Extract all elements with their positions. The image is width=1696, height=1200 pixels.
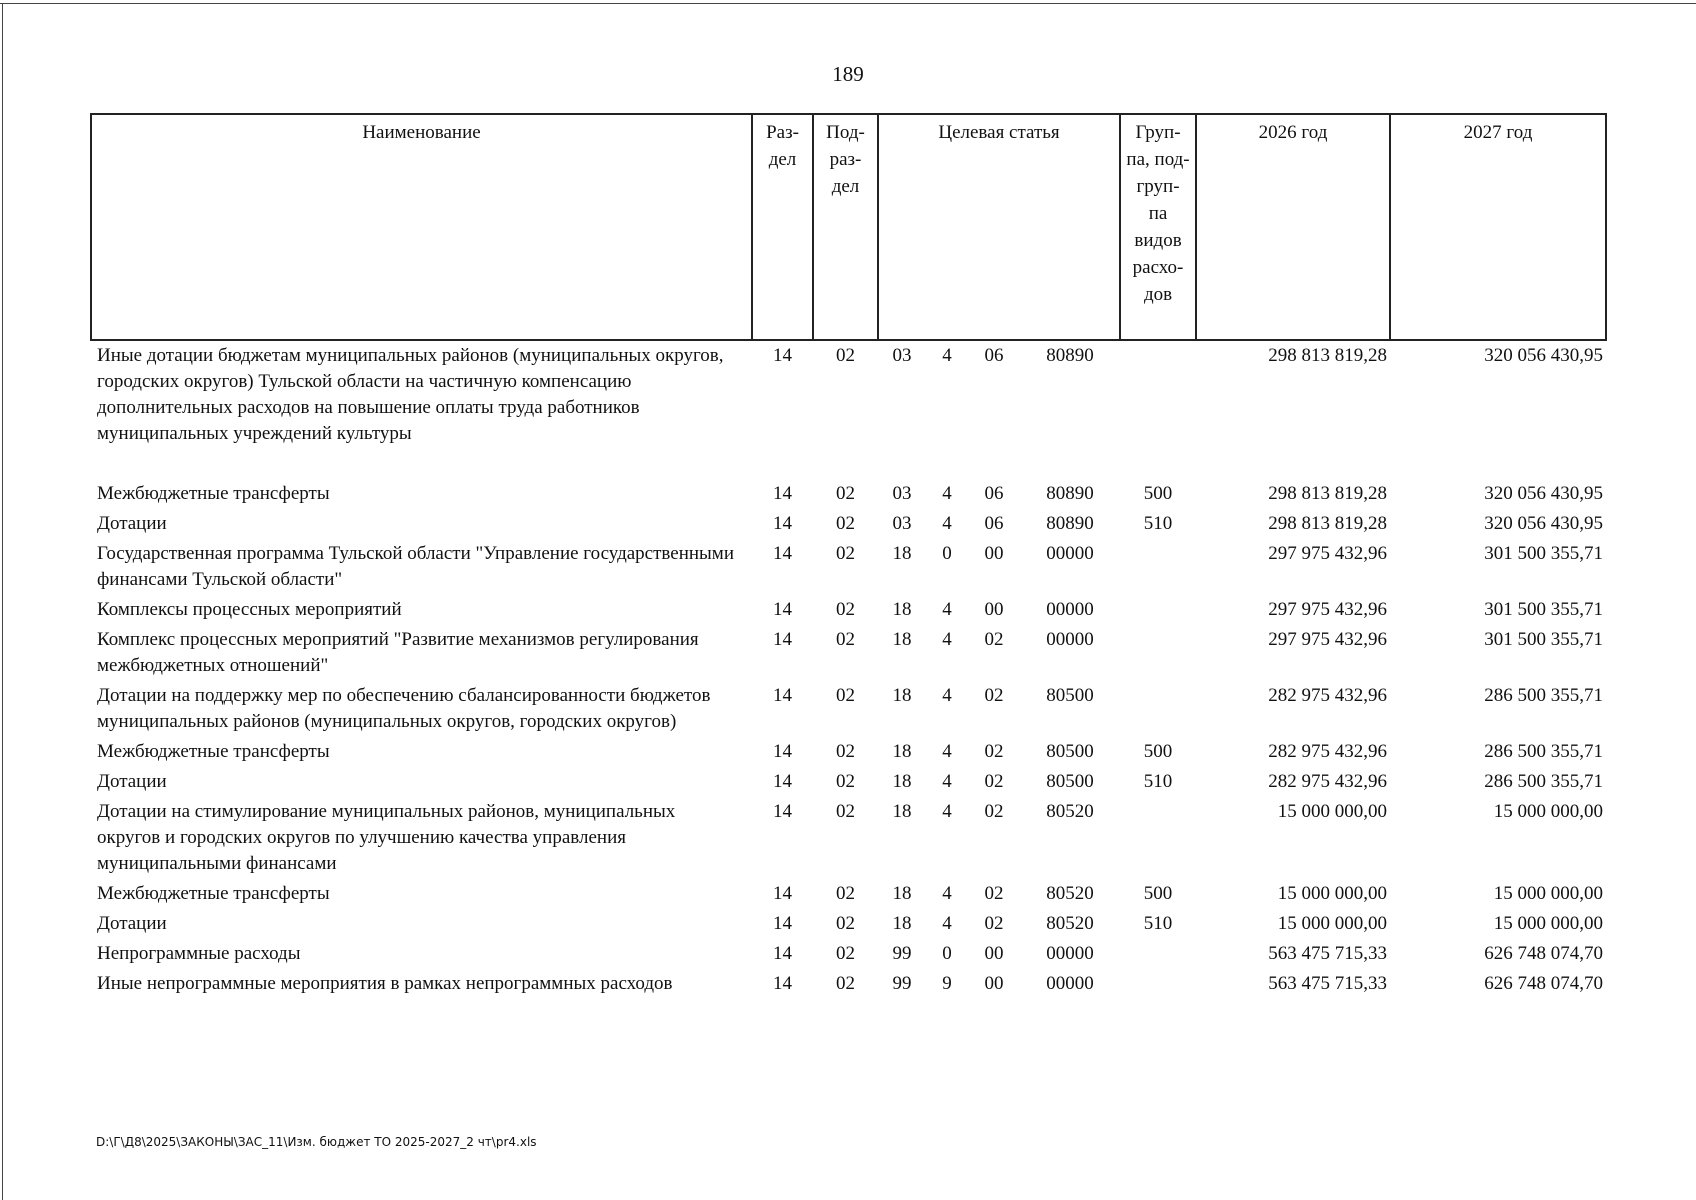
row-name: Государственная программа Тульской области "Управление государственными финансами Тульской области" [97,543,735,590]
row-razdel: 14 [773,973,792,994]
row-name: Непрограммные расходы [97,943,301,964]
row-amount-2027: 320 056 430,95 [1484,513,1604,534]
row-target-subprogram: 00 [984,943,1004,964]
row-name: Межбюджетные трансферты [97,741,330,762]
header-name-label: Наименование [362,122,481,143]
row-amount-2027: 286 500 355,71 [1484,771,1604,792]
table-row [91,797,1606,879]
row-amount-2027: 626 748 074,70 [1484,943,1604,964]
row-target-direction: 80500 [1046,685,1094,706]
row-podrazdel: 02 [836,685,855,706]
header-podrazdel [813,114,878,340]
row-target-subprogram: 00 [984,543,1004,564]
row-target-direction: 00000 [1046,543,1094,564]
table-row [91,737,1606,767]
header-target-article-label: Целевая статья [938,122,1060,143]
row-target-type: 4 [942,513,952,534]
row-target-subprogram: 00 [984,599,1004,620]
row-name: Иные дотации бюджетам муниципальных районов (муниципальных округов, городских округов) Тульской области на частичную компенсацию дополнительных расходов на повышение оплаты труда работников муниципальных учреждений культуры [97,345,724,444]
row-amount-2027: 15 000 000,00 [1493,913,1604,934]
row-amount-2027: 286 500 355,71 [1484,685,1604,706]
header-year-2026-label: 2026 год [1258,122,1328,143]
row-target-direction: 00000 [1046,973,1094,994]
row-name: Иные непрограммные мероприятия в рамках непрограммных расходов [97,973,673,994]
row-target-subprogram: 02 [984,685,1004,706]
budget-table-container [90,113,1605,999]
row-expense-group [1120,681,1196,737]
row-target-subprogram: 02 [984,883,1004,904]
row-target-direction: 80890 [1046,513,1094,534]
table-row [91,479,1606,509]
row-razdel: 14 [773,913,792,934]
row-podrazdel: 02 [836,629,855,650]
table-row [91,340,1606,479]
row-expense-group: 510 [1143,913,1173,934]
row-amount-2026: 298 813 819,28 [1268,345,1388,366]
row-target-type: 4 [942,801,952,822]
row-target-program: 18 [892,543,912,564]
row-target-direction: 00000 [1046,943,1094,964]
row-target-direction: 80520 [1046,913,1094,934]
row-razdel: 14 [773,629,792,650]
row-razdel: 14 [773,771,792,792]
row-name: Дотации [97,913,167,934]
row-amount-2026: 297 975 432,96 [1268,599,1388,620]
row-razdel: 14 [773,543,792,564]
row-expense-group: 510 [1143,513,1173,534]
row-amount-2026: 563 475 715,33 [1268,943,1388,964]
row-target-direction: 80890 [1046,345,1094,366]
row-target-program: 18 [892,913,912,934]
page-number: 189 [832,62,864,86]
table-row [91,879,1606,909]
row-target-type: 9 [942,973,952,994]
row-target-type: 4 [942,685,952,706]
budget-table [90,113,1607,999]
table-row [91,509,1606,539]
row-podrazdel: 02 [836,513,855,534]
table-row [91,681,1606,737]
row-target-program: 18 [892,771,912,792]
row-razdel: 14 [773,741,792,762]
row-expense-group [1120,969,1196,999]
row-target-subprogram: 02 [984,913,1004,934]
row-amount-2026: 563 475 715,33 [1268,973,1388,994]
row-amount-2026: 282 975 432,96 [1268,741,1388,762]
row-amount-2026: 298 813 819,28 [1268,483,1388,504]
row-podrazdel: 02 [836,543,855,564]
row-target-program: 03 [892,483,912,504]
row-razdel: 14 [773,513,792,534]
row-target-direction: 00000 [1046,599,1094,620]
row-podrazdel: 02 [836,973,855,994]
table-row [91,539,1606,595]
row-razdel: 14 [773,345,792,366]
row-amount-2027: 301 500 355,71 [1484,629,1604,650]
row-podrazdel: 02 [836,771,855,792]
row-target-type: 4 [942,883,952,904]
row-razdel: 14 [773,943,792,964]
row-target-type: 4 [942,629,952,650]
row-podrazdel: 02 [836,883,855,904]
row-target-subprogram: 02 [984,771,1004,792]
row-target-program: 03 [892,513,912,534]
row-amount-2026: 297 975 432,96 [1268,629,1388,650]
row-target-type: 4 [942,345,952,366]
row-target-type: 4 [942,771,952,792]
row-amount-2027: 15 000 000,00 [1493,801,1604,822]
header-expense-group [1120,114,1196,340]
row-expense-group: 500 [1143,883,1173,904]
row-razdel: 14 [773,685,792,706]
row-expense-group: 500 [1143,741,1173,762]
row-target-program: 18 [892,741,912,762]
header-razdel [752,114,813,340]
row-expense-group [1120,340,1196,479]
row-podrazdel: 02 [836,741,855,762]
row-amount-2027: 301 500 355,71 [1484,543,1604,564]
row-razdel: 14 [773,801,792,822]
row-podrazdel: 02 [836,483,855,504]
row-podrazdel: 02 [836,943,855,964]
row-name: Межбюджетные трансферты [97,883,330,904]
row-amount-2026: 298 813 819,28 [1268,513,1388,534]
page-frame-top [0,3,1696,4]
row-target-subprogram: 02 [984,741,1004,762]
header-year-2027 [1390,114,1606,340]
row-amount-2027: 286 500 355,71 [1484,741,1604,762]
table-header [91,114,1606,340]
header-name [91,114,752,340]
row-target-subprogram: 06 [984,513,1004,534]
table-row [91,939,1606,969]
table-row [91,969,1606,999]
row-amount-2027: 626 748 074,70 [1484,973,1604,994]
row-target-direction: 00000 [1046,629,1094,650]
header-podrazdel-label: Под- раз- дел [826,122,865,197]
row-target-subprogram: 06 [984,483,1004,504]
row-target-type: 0 [942,543,952,564]
row-name: Дотации на стимулирование муниципальных районов, муниципальных округов и городских округов по улучшению качества управления муниципальными финансами [97,801,676,874]
row-expense-group [1120,539,1196,595]
row-target-direction: 80890 [1046,483,1094,504]
row-amount-2027: 15 000 000,00 [1493,883,1604,904]
header-razdel-label: Раз- дел [766,122,799,170]
row-podrazdel: 02 [836,913,855,934]
row-name: Комплекс процессных мероприятий "Развитие механизмов регулирования межбюджетных отношений" [97,629,699,676]
header-year-2026 [1196,114,1390,340]
row-expense-group [1120,797,1196,879]
row-expense-group: 510 [1143,771,1173,792]
row-amount-2026: 15 000 000,00 [1277,801,1388,822]
row-expense-group: 500 [1143,483,1173,504]
header-year-2027-label: 2027 год [1463,122,1533,143]
row-target-direction: 80500 [1046,741,1094,762]
row-target-direction: 80500 [1046,771,1094,792]
table-row [91,625,1606,681]
row-target-type: 4 [942,913,952,934]
row-amount-2026: 15 000 000,00 [1277,913,1388,934]
page-frame-left [2,3,3,1200]
table-row [91,909,1606,939]
row-name: Дотации [97,771,167,792]
row-target-subprogram: 02 [984,801,1004,822]
row-name: Дотации [97,513,167,534]
row-target-type: 4 [942,599,952,620]
row-target-program: 99 [892,973,912,994]
row-name: Межбюджетные трансферты [97,483,330,504]
table-row [91,595,1606,625]
row-amount-2027: 301 500 355,71 [1484,599,1604,620]
row-expense-group [1120,625,1196,681]
row-target-type: 4 [942,741,952,762]
row-expense-group [1120,595,1196,625]
row-razdel: 14 [773,599,792,620]
row-target-program: 18 [892,599,912,620]
row-target-program: 18 [892,801,912,822]
row-expense-group [1120,939,1196,969]
row-target-type: 4 [942,483,952,504]
row-target-subprogram: 06 [984,345,1004,366]
row-target-program: 03 [892,345,912,366]
row-target-program: 99 [892,943,912,964]
row-amount-2026: 297 975 432,96 [1268,543,1388,564]
row-target-program: 18 [892,883,912,904]
row-name: Дотации на поддержку мер по обеспечению сбалансированности бюджетов муниципальных районов (муниципальных округов, городских округов) [97,685,711,732]
row-amount-2027: 320 056 430,95 [1484,345,1604,366]
row-target-type: 0 [942,943,952,964]
row-podrazdel: 02 [836,599,855,620]
row-podrazdel: 02 [836,801,855,822]
row-amount-2027: 320 056 430,95 [1484,483,1604,504]
table-row [91,767,1606,797]
row-podrazdel: 02 [836,345,855,366]
row-amount-2026: 282 975 432,96 [1268,771,1388,792]
table-body [91,340,1606,999]
row-target-program: 18 [892,685,912,706]
header-expense-group-label: Груп- па, под- груп- па видов расхо- дов [1126,122,1190,305]
row-target-subprogram: 00 [984,973,1004,994]
row-razdel: 14 [773,883,792,904]
footer-file-path: D:\Г\Д8\2025\ЗАКОНЫ\ЗАС_11\Изм. бюджет ТО 2025-2027_2 чт\pr4.xls [96,1135,537,1149]
row-target-subprogram: 02 [984,629,1004,650]
row-amount-2026: 282 975 432,96 [1268,685,1388,706]
row-amount-2026: 15 000 000,00 [1277,883,1388,904]
row-name: Комплексы процессных мероприятий [97,599,402,620]
row-target-direction: 80520 [1046,801,1094,822]
row-target-direction: 80520 [1046,883,1094,904]
header-target-article [878,114,1120,340]
row-target-program: 18 [892,629,912,650]
row-razdel: 14 [773,483,792,504]
